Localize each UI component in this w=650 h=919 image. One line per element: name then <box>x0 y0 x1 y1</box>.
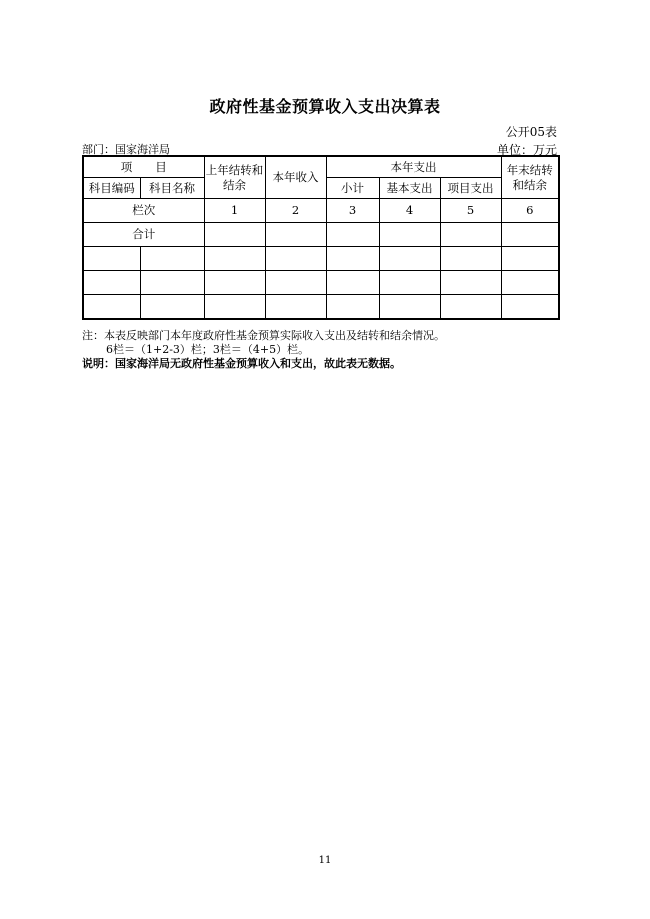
table-cell <box>265 223 326 247</box>
header-subject-name: 科目名称 <box>140 178 204 199</box>
header-current-income: 本年收入 <box>265 156 326 199</box>
table-cell <box>140 295 204 320</box>
column-label: 栏次 <box>83 199 204 223</box>
table-cell <box>83 247 140 271</box>
table-cell <box>440 295 501 320</box>
table-cell <box>204 295 265 320</box>
table-row <box>83 199 559 223</box>
column-number-2: 2 <box>265 199 326 223</box>
header-item: 项 目 <box>83 156 204 178</box>
page-number: 11 <box>318 855 332 866</box>
table-cell <box>440 271 501 295</box>
department-label: 部门：国家海洋局 <box>82 143 170 156</box>
table-cell <box>501 295 559 320</box>
table-cell <box>83 295 140 320</box>
table-cell <box>326 271 379 295</box>
table-row <box>83 223 559 247</box>
table-cell <box>265 271 326 295</box>
table-cell <box>501 271 559 295</box>
form-code: 公开05表 <box>505 125 557 139</box>
table-cell <box>501 247 559 271</box>
table-cell <box>83 271 140 295</box>
table-cell <box>204 247 265 271</box>
header-basic-expense: 基本支出 <box>379 178 440 199</box>
unit-label: 单位：万元 <box>496 143 557 157</box>
table-cell <box>379 295 440 320</box>
header-subject-code: 科目编码 <box>83 178 140 199</box>
fund-budget-table <box>82 155 560 320</box>
table-cell <box>440 223 501 247</box>
page-title: 政府性基金预算收入支出决算表 <box>209 97 441 116</box>
note-explanation: 说明：国家海洋局无政府性基金预算收入和支出，故此表无数据。 <box>82 357 401 370</box>
total-label: 合计 <box>83 223 204 247</box>
note-line-1: 注：本表反映部门本年度政府性基金预算实际收入支出及结转和结余情况。 <box>82 329 445 342</box>
table-row <box>83 295 559 320</box>
header-project-expense: 项目支出 <box>440 178 501 199</box>
table-row <box>83 271 559 295</box>
table-cell <box>379 247 440 271</box>
header-prev-balance: 上年结转和结余 <box>204 156 265 199</box>
table-row <box>83 247 559 271</box>
table-cell <box>204 223 265 247</box>
table-cell <box>204 271 265 295</box>
column-number-5: 5 <box>440 199 501 223</box>
table-cell <box>440 247 501 271</box>
table-cell <box>140 247 204 271</box>
table-cell <box>501 223 559 247</box>
header-subtotal: 小计 <box>326 178 379 199</box>
table-cell <box>265 295 326 320</box>
table-cell <box>326 295 379 320</box>
column-number-3: 3 <box>326 199 379 223</box>
header-current-expense: 本年支出 <box>326 156 501 178</box>
table-cell <box>326 247 379 271</box>
column-number-6: 6 <box>501 199 559 223</box>
notes <box>82 329 445 371</box>
table-cell <box>326 223 379 247</box>
table-cell <box>379 271 440 295</box>
table-cell <box>265 247 326 271</box>
table-cell <box>140 271 204 295</box>
note-line-2: 6栏＝（1+2-3）栏；3栏＝（4+5）栏。 <box>106 343 310 356</box>
column-number-1: 1 <box>204 199 265 223</box>
table-cell <box>379 223 440 247</box>
header-end-balance: 年末结转和结余 <box>501 156 559 199</box>
column-number-4: 4 <box>379 199 440 223</box>
